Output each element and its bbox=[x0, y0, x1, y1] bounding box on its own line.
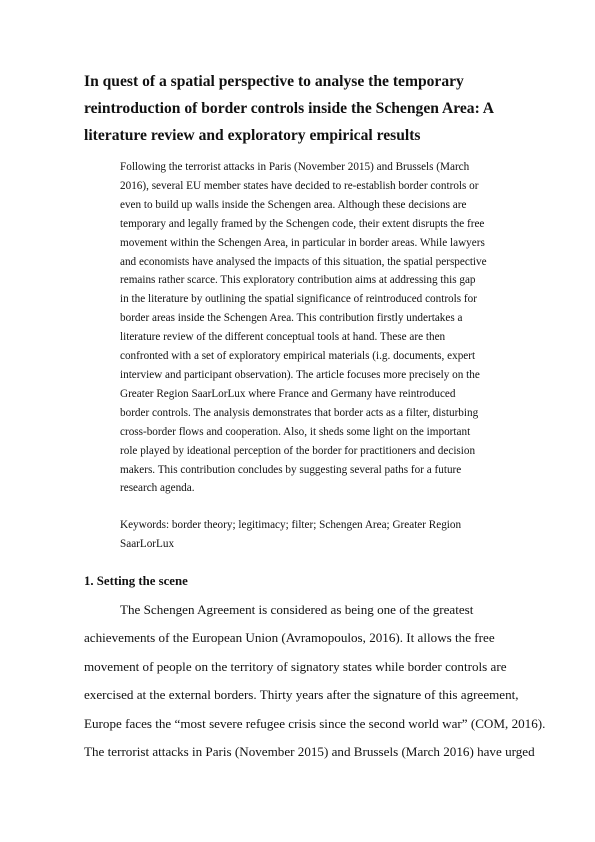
abstract-line: and economists have analysed the impacts of this situation, the spatial perspective bbox=[120, 255, 487, 268]
title-line: literature review and exploratory empirical results bbox=[84, 127, 421, 144]
body-line: achievements of the European Union (Avramopoulos, 2016). It allows the free bbox=[84, 630, 495, 646]
section-heading: 1. Setting the scene bbox=[84, 574, 188, 588]
keywords-line: Keywords: border theory; legitimacy; filter; Schengen Area; Greater Region bbox=[120, 519, 462, 531]
body-line: The Schengen Agreement is considered as being one of the greatest bbox=[120, 602, 474, 617]
body-line: The terrorist attacks in Paris (November 2015) and Brussels (March 2016) have urged bbox=[84, 744, 535, 760]
abstract-line: 2016), several EU member states have decided to re-establish border controls or bbox=[120, 179, 479, 192]
abstract-line: border controls. The analysis demonstrates that border acts as a filter, disturbing bbox=[120, 406, 479, 419]
abstract-line: even to build up walls inside the Schengen area. Although these decisions are bbox=[120, 198, 467, 211]
title-line: reintroduction of border controls inside the Schengen Area: A bbox=[84, 100, 495, 117]
keywords bbox=[120, 516, 520, 554]
abstract-line: Following the terrorist attacks in Paris (November 2015) and Brussels (March bbox=[120, 161, 470, 173]
abstract-line: movement within the Schengen Area, in particular in border areas. While lawyers bbox=[120, 236, 485, 249]
body-line: Europe faces the “most severe refugee crisis since the second world war” (COM, 2016). bbox=[84, 715, 546, 731]
abstract-line: research agenda. bbox=[120, 482, 195, 495]
abstract-line: border areas inside the Schengen Area. This contribution firstly undertakes a bbox=[120, 312, 463, 325]
body-line: exercised at the external borders. Thirty years after the signature of this agreement, bbox=[84, 687, 519, 703]
abstract bbox=[120, 158, 520, 498]
abstract-line: makers. This contribution concludes by suggesting several paths for a future bbox=[120, 463, 462, 476]
abstract-line: cross-border flows and cooperation. Also, it sheds some light on the important bbox=[120, 425, 471, 438]
keywords-line: SaarLorLux bbox=[120, 538, 175, 550]
title-line: In quest of a spatial perspective to analyse the temporary bbox=[84, 73, 464, 90]
body-line: movement of people on the territory of signatory states while border controls are bbox=[84, 658, 507, 674]
abstract-line: literature review of the different conceptual tools at hand. These are then bbox=[120, 331, 446, 344]
abstract-line: in the literature by outlining the spatial significance of reintroduced controls for bbox=[120, 293, 477, 306]
paper-title bbox=[84, 68, 514, 149]
abstract-line: interview and participant observation). The article focuses more precisely on the bbox=[120, 368, 480, 381]
body-text bbox=[84, 596, 546, 766]
abstract-line: confronted with a set of exploratory empirical materials (i.g. documents, expert bbox=[120, 350, 476, 363]
abstract-line: Greater Region SaarLorLux where France and Germany have reintroduced bbox=[120, 387, 456, 400]
abstract-line: role played by ideational perception of the border for practitioners and decision bbox=[120, 444, 476, 457]
abstract-line: temporary and legally framed by the Schengen code, their extent disrupts the free bbox=[120, 217, 485, 230]
abstract-line: remains rather scarce. This exploratory contribution aims at addressing this gap bbox=[120, 274, 476, 287]
